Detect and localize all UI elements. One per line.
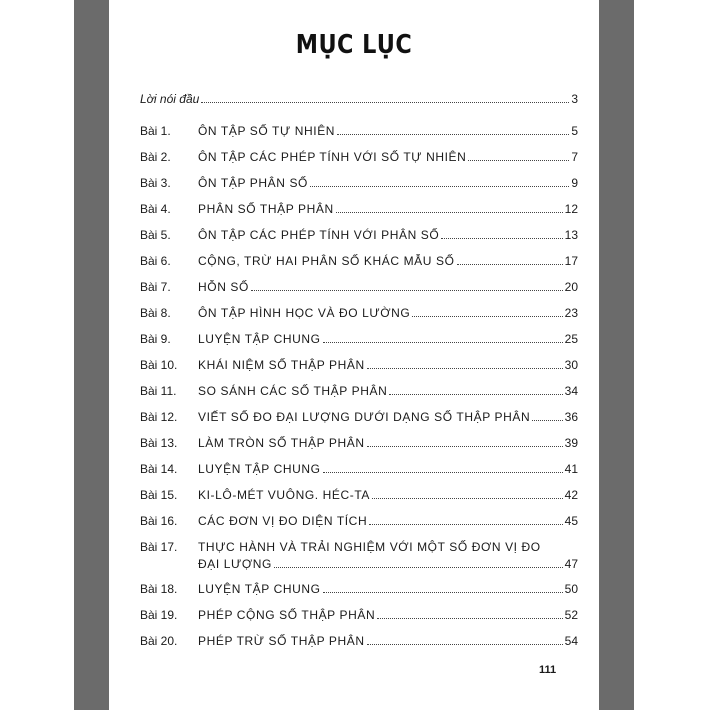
toc-entry-number: Bài 8. — [140, 306, 171, 320]
dot-leader — [323, 471, 563, 473]
toc-entry-row — [140, 578, 578, 604]
dot-leader — [323, 341, 563, 343]
dot-leader — [367, 445, 563, 447]
toc-entry-title: KI-LÔ-MÉT VUÔNG. HÉC-TA — [198, 488, 371, 502]
toc-entry-page: 13 — [564, 228, 578, 242]
toc-preface-title: Lời nói đầu — [140, 92, 200, 106]
toc-entry-page: 54 — [564, 634, 578, 648]
toc-entry-page: 45 — [564, 514, 578, 528]
toc-entry-row — [140, 380, 578, 406]
right-dark-band — [599, 0, 634, 710]
toc-entry-number: Bài 16. — [140, 514, 178, 528]
toc-entry-row — [140, 432, 578, 458]
toc-entry-page: 47 — [564, 557, 578, 571]
toc-entry-page: 36 — [564, 410, 578, 424]
toc-entry-row — [140, 536, 578, 578]
toc-entry-title: KHÁI NIỆM SỐ THẬP PHÂN — [198, 358, 365, 372]
toc-entry-title: CỘNG, TRỪ HAI PHÂN SỐ KHÁC MẪU SỐ — [198, 254, 455, 268]
dot-leader — [369, 523, 562, 525]
toc-entry-number: Bài 5. — [140, 228, 171, 242]
toc-entry-title: THỰC HÀNH VÀ TRẢI NGHIỆM VỚI MỘT SỐ ĐƠN VỊ ĐO — [198, 540, 541, 554]
toc-entry-page: 41 — [564, 462, 578, 476]
dot-leader — [457, 263, 563, 265]
toc-entry-page: 23 — [564, 306, 578, 320]
dot-leader — [389, 393, 562, 395]
dot-leader — [201, 101, 569, 103]
toc-entry-number: Bài 11. — [140, 384, 177, 398]
toc-entry-page: 20 — [564, 280, 578, 294]
toc-entry-row — [140, 146, 578, 172]
toc-entry-number: Bài 19. — [140, 608, 178, 622]
toc-entry-title: SO SÁNH CÁC SỐ THẬP PHÂN — [198, 384, 388, 398]
toc-entry-number: Bài 3. — [140, 176, 171, 190]
toc-entry-number: Bài 13. — [140, 436, 178, 450]
dot-leader — [336, 211, 563, 213]
toc-entry-number: Bài 15. — [140, 488, 178, 502]
toc-entry-number: Bài 12. — [140, 410, 178, 424]
dot-leader — [412, 315, 562, 317]
dot-leader — [323, 591, 563, 593]
toc-entry-page: 25 — [564, 332, 578, 346]
toc-entry-row — [140, 172, 578, 198]
toc-entry-row — [140, 224, 578, 250]
toc-entry-page: 34 — [564, 384, 578, 398]
table-of-contents — [140, 88, 578, 656]
toc-entry-page: 17 — [564, 254, 578, 268]
toc-entry-number: Bài 9. — [140, 332, 171, 346]
toc-entry-title: VIẾT SỐ ĐO ĐẠI LƯỢNG DƯỚI DẠNG SỐ THẬP PHÂN — [198, 410, 531, 424]
toc-entry-title: PHÉP TRỪ SỐ THẬP PHÂN — [198, 634, 365, 648]
toc-entry-row — [140, 458, 578, 484]
dot-leader — [251, 289, 563, 291]
toc-entry-page: 50 — [564, 582, 578, 596]
toc-entry-row — [140, 120, 578, 146]
dot-leader — [337, 133, 569, 135]
toc-entry-number: Bài 2. — [140, 150, 171, 164]
dot-leader — [377, 617, 562, 619]
toc-entry-title: ÔN TẬP CÁC PHÉP TÍNH VỚI SỐ TỰ NHIÊN — [198, 150, 467, 164]
toc-entry-number: Bài 4. — [140, 202, 171, 216]
toc-entry-row — [140, 354, 578, 380]
toc-entry-title: ÔN TẬP SỐ TỰ NHIÊN — [198, 124, 336, 138]
toc-preface-row — [140, 88, 578, 120]
toc-entry-row — [140, 630, 578, 656]
page-title: MỤC LỤC — [295, 30, 413, 60]
toc-entry-number: Bài 18. — [140, 582, 178, 596]
toc-entry-row — [140, 510, 578, 536]
toc-entry-title: PHÉP CỘNG SỐ THẬP PHÂN — [198, 608, 376, 622]
book-page — [109, 0, 599, 710]
toc-entry-row — [140, 302, 578, 328]
toc-entry-title: ÔN TẬP CÁC PHÉP TÍNH VỚI PHÂN SỐ — [198, 228, 440, 242]
toc-entry-number: Bài 6. — [140, 254, 171, 268]
toc-entry-title: CÁC ĐƠN VỊ ĐO DIỆN TÍCH — [198, 514, 368, 528]
toc-entry-page: 42 — [564, 488, 578, 502]
toc-entry-page: 30 — [564, 358, 578, 372]
dot-leader — [468, 159, 569, 161]
page-number: 111 — [539, 664, 557, 676]
toc-entry-row — [140, 328, 578, 354]
toc-entry-row — [140, 604, 578, 630]
toc-entry-number: Bài 14. — [140, 462, 178, 476]
toc-entry-page: 7 — [571, 150, 578, 164]
toc-preface-page: 3 — [571, 92, 578, 106]
toc-entry-number: Bài 7. — [140, 280, 171, 294]
dot-leader — [532, 419, 562, 421]
toc-entry-title: LUYỆN TẬP CHUNG — [198, 582, 321, 596]
toc-entry-page: 12 — [564, 202, 578, 216]
toc-entry-title: HỖN SỐ — [198, 280, 249, 294]
toc-entry-number: Bài 10. — [140, 358, 178, 372]
toc-entry-row — [140, 484, 578, 510]
toc-entry-page: 9 — [571, 176, 578, 190]
toc-entry-number: Bài 1. — [140, 124, 171, 138]
toc-entry-row — [140, 276, 578, 302]
toc-entry-title: PHÂN SỐ THẬP PHÂN — [198, 202, 334, 216]
toc-entry-page: 5 — [571, 124, 578, 138]
toc-entry-page: 52 — [564, 608, 578, 622]
toc-entry-row — [140, 406, 578, 432]
dot-leader — [274, 566, 563, 568]
toc-entry-number: Bài 17. — [140, 540, 178, 554]
dot-leader — [367, 643, 563, 645]
toc-entry-title: LUYỆN TẬP CHUNG — [198, 462, 321, 476]
toc-entry-title: ÔN TẬP PHÂN SỐ — [198, 176, 308, 190]
toc-entry-page: 39 — [564, 436, 578, 450]
dot-leader — [372, 497, 563, 499]
toc-entry-title: LUYỆN TẬP CHUNG — [198, 332, 321, 346]
toc-entry-number: Bài 20. — [140, 634, 178, 648]
left-dark-band — [74, 0, 109, 710]
dot-leader — [367, 367, 563, 369]
toc-entry-row — [140, 198, 578, 224]
toc-entry-title: ÔN TẬP HÌNH HỌC VÀ ĐO LƯỜNG — [198, 306, 411, 320]
toc-entry-title-continued: ĐẠI LƯỢNG — [198, 557, 272, 571]
toc-entry-title: LÀM TRÒN SỐ THẬP PHÂN — [198, 436, 365, 450]
dot-leader — [441, 237, 562, 239]
toc-entry-row — [140, 250, 578, 276]
dot-leader — [310, 185, 569, 187]
